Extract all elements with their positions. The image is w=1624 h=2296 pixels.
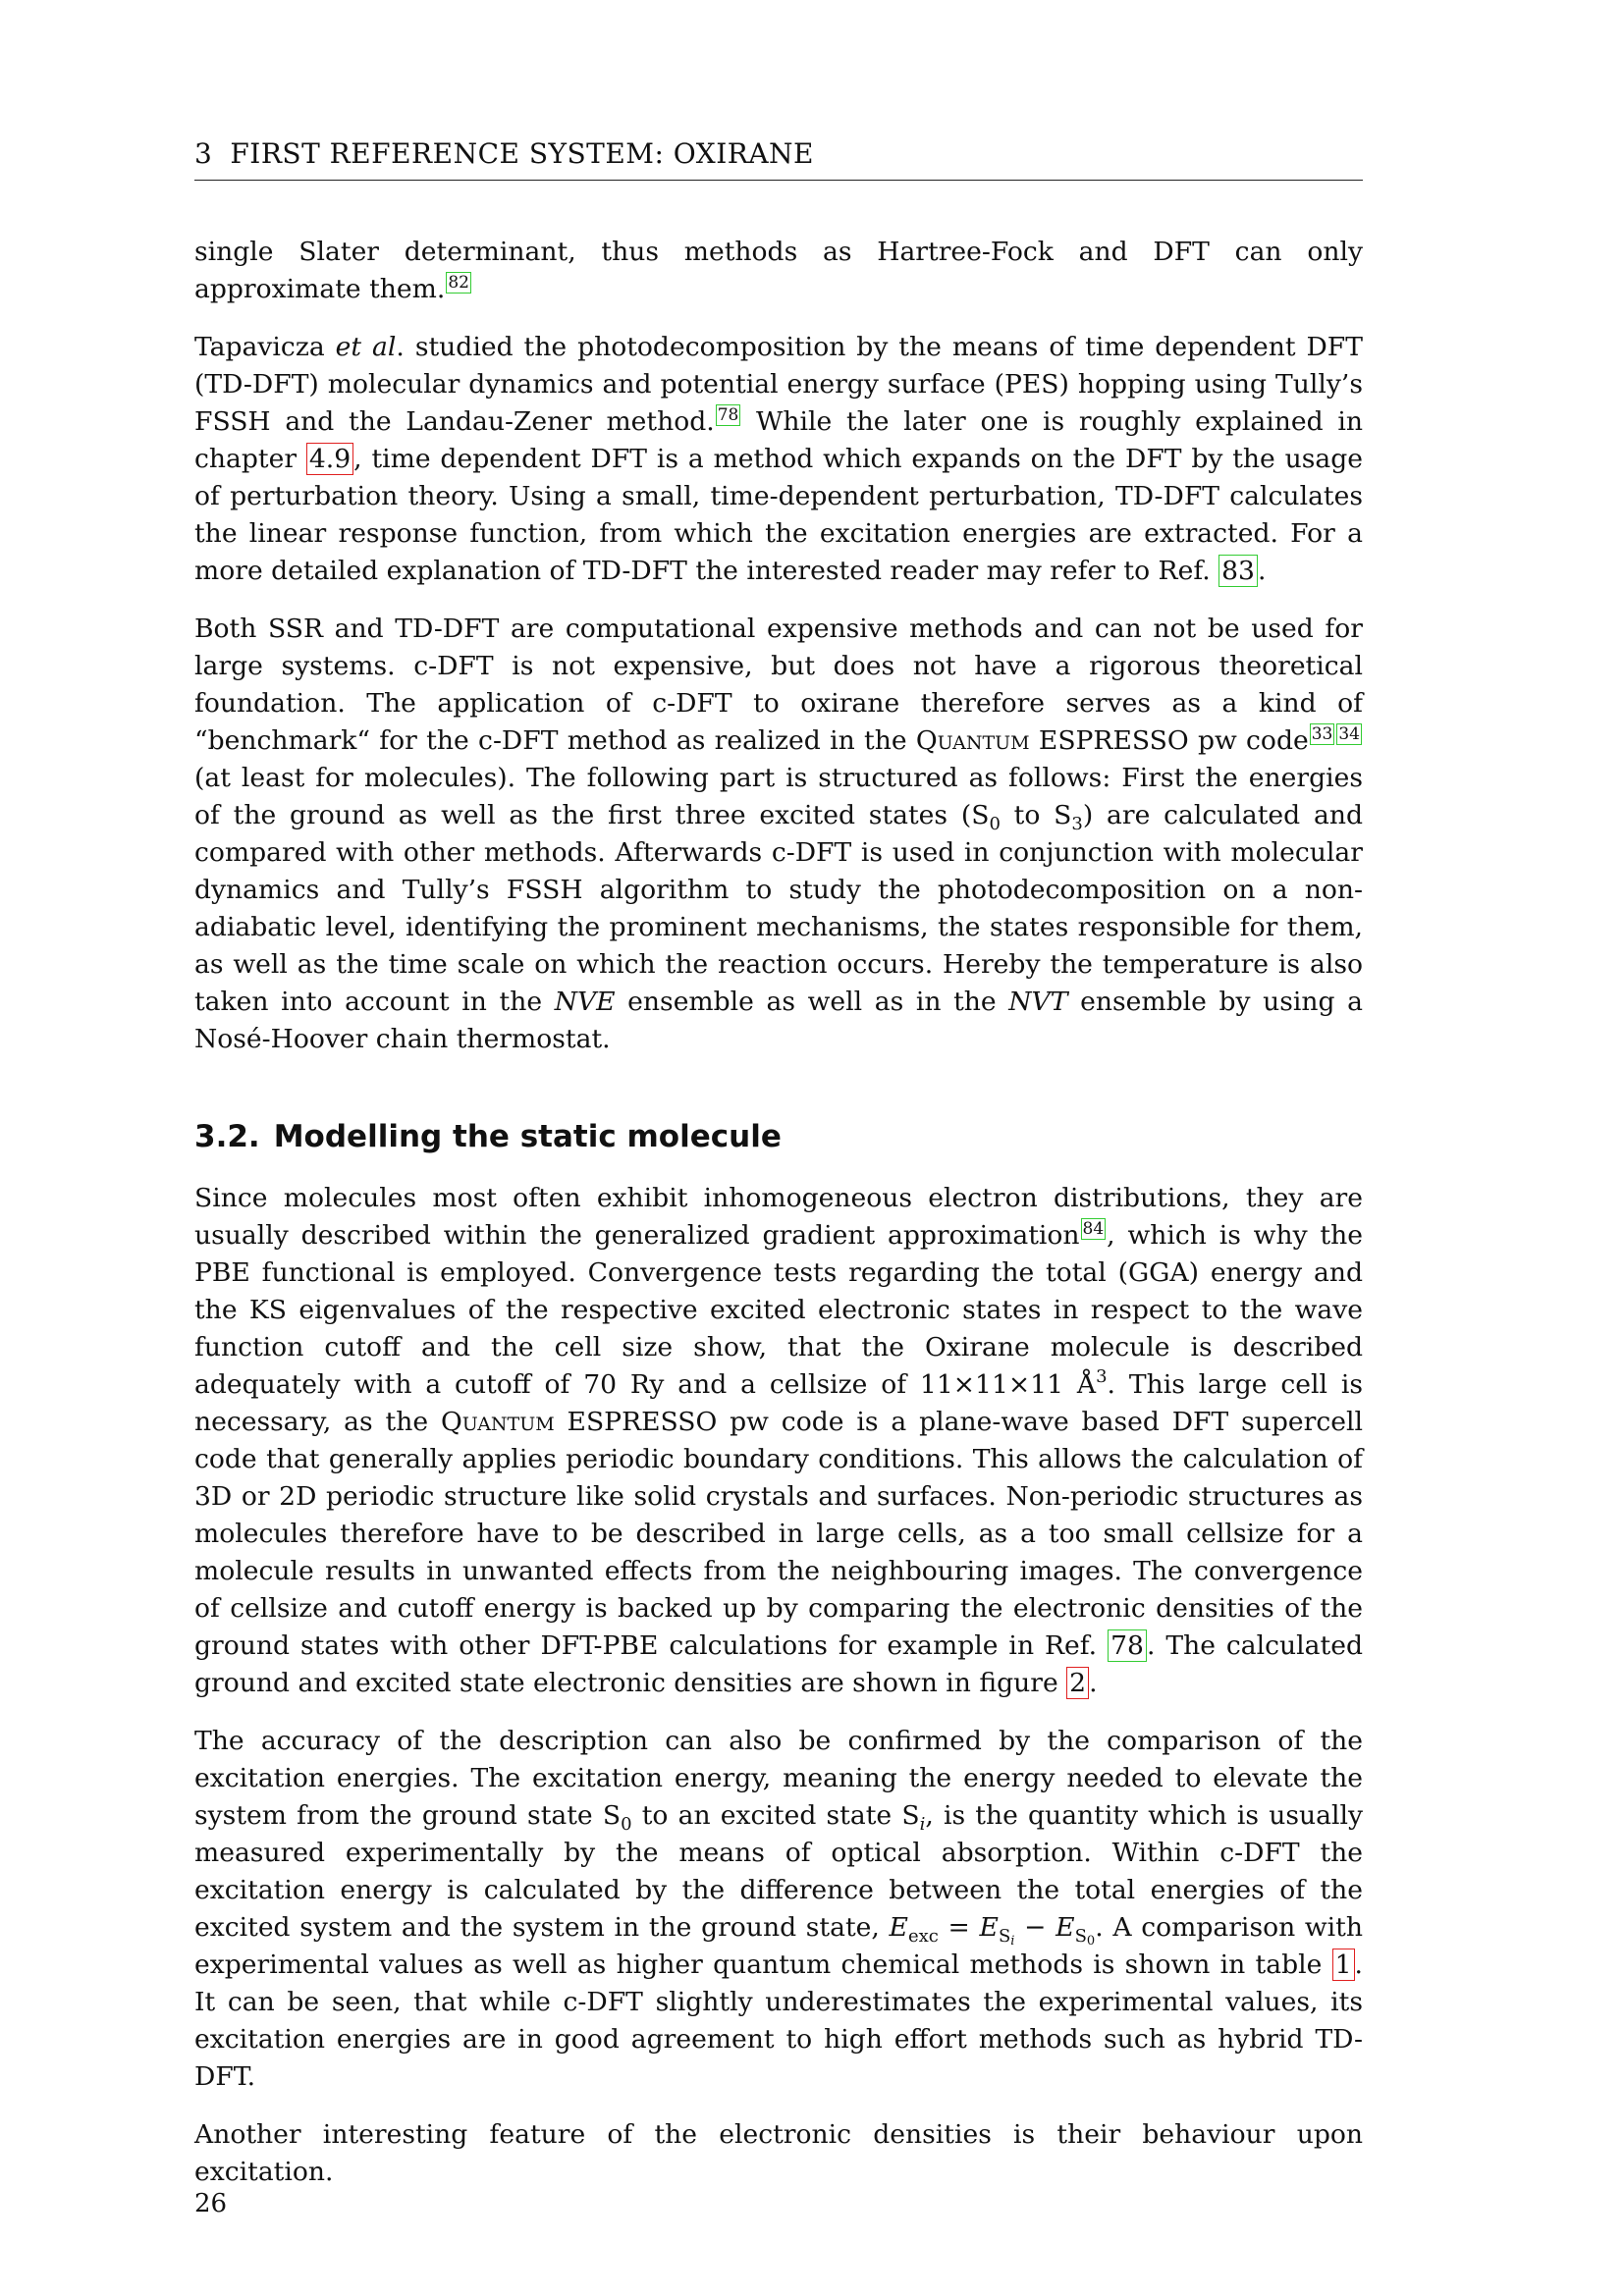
text-span: , which is why the PBE functional is employed. Convergence tests regarding the total (GGA) energy and the KS eigenvalues of the respective excited electronic states in respect to the wave function cutoff and the cell size show, that the Oxirane molecule is described adequately with a cutoff of 70 Ry and a cellsize of 11×11×11 Å: [194, 1220, 1363, 1400]
text-span: ESPRESSO pw code: [1029, 725, 1309, 756]
subscript: i: [919, 1814, 926, 1835]
citation-link[interactable]: 78: [717, 405, 739, 425]
math-symbol: E: [889, 1912, 908, 1943]
text-span: .: [1089, 1668, 1098, 1698]
citation-link[interactable]: 34: [1338, 724, 1360, 744]
section-title: Modelling the static molecule: [273, 1119, 782, 1154]
text-span: ) are calculated and compared with other methods. Afterwards c-DFT is used in conjunction with molecular dynamics and Tully’s FSSH algorithm to study the photodecomposition on a non-adiabatic level, identifying the prominent mechanisms, the states responsible for them, as well as the time scale on which the reaction occurs. Hereby the temperature is also taken into account in the: [194, 800, 1363, 1017]
table-reference-link[interactable]: 1: [1332, 1949, 1355, 1981]
paragraph-2: [194, 329, 1363, 590]
math-symbol: NVT: [1008, 987, 1068, 1017]
running-header: [194, 137, 1363, 181]
text-span: . This large cell is necessary, as the: [194, 1369, 1364, 1437]
text-span: Quantum: [440, 1407, 555, 1437]
subscript: S: [998, 1926, 1011, 1947]
math-symbol: E: [979, 1912, 999, 1943]
text-span: The accuracy of the description can also be confirmed by the comparison of the excitation energies. The excitation energy, meaning the energy needed to elevate the system from the ground state S: [194, 1726, 1363, 1831]
subscript: 0: [989, 814, 1001, 834]
text-span: While the later one is roughly explained in chapter: [194, 406, 1363, 474]
text-span: Quantum: [915, 725, 1030, 756]
paragraph-6: [194, 2116, 1363, 2191]
text-span: (at least for molecules). The following part is structured as follows: First the energies of the ground as well as the first three excited states (S: [194, 763, 1363, 830]
chapter-number: 3: [194, 137, 213, 170]
text-span: single Slater determinant, thus methods as Hartree-Fock and DFT can only approximate them.: [194, 237, 1363, 304]
paragraph-3: [194, 611, 1363, 1058]
citation-link[interactable]: 78: [1108, 1629, 1147, 1662]
paragraph-5: [194, 1723, 1363, 2096]
citation-link[interactable]: 84: [1082, 1219, 1105, 1239]
section-number: 3.2.: [194, 1119, 260, 1154]
subscript: 3: [1071, 814, 1083, 834]
page-number: 26: [194, 2189, 228, 2218]
figure-reference-link[interactable]: 2: [1066, 1667, 1089, 1699]
chapter-title: FIRST REFERENCE SYSTEM: OXIRANE: [230, 137, 814, 170]
chapter-reference-link[interactable]: 4.9: [306, 443, 353, 475]
text-span: to an excited state S: [631, 1800, 920, 1831]
math-symbol: E: [1056, 1912, 1075, 1943]
text-span: . It can be seen, that while c-DFT slightly underestimates the experimental values, its excitation energies are in good agreement to high effort methods such as hybrid TD-DFT.: [194, 1949, 1363, 2092]
text-span: ensemble by using a Nosé-Hoover chain thermostat.: [194, 987, 1364, 1054]
text-span: Since molecules most often exhibit inhomogeneous electron distributions, they are usually described within the generalized gradient approximation: [194, 1183, 1363, 1251]
subscript: 0: [621, 1814, 632, 1835]
subscript: exc: [907, 1926, 939, 1947]
citation-link[interactable]: 82: [448, 273, 469, 293]
text-span: ESPRESSO pw code is a plane-wave based DFT supercell code that generally applies periodic boundary conditions. This allows the calculation of 3D or 2D periodic structure like solid crystals and surfaces. Non-periodic structures as molecules therefore have to be described in large cells, as a too small cellsize for a molecule results in unwanted effects from the neighbouring images. The convergence of cellsize and cutoff energy is backed up by comparing the electronic densities of the ground states with other DFT-PBE calculations for example in Ref.: [194, 1407, 1363, 1661]
text-span: . The calculated ground and excited state electronic densities are shown in figure: [194, 1630, 1363, 1698]
text-span: . studied the photodecomposition by the means of time dependent DFT (TD-DFT) molecular dynamics and potential energy surface (PES) hopping using Tully’s FSSH and the Landau-Zener method.: [194, 332, 1363, 437]
text-span: . A comparison with experimental values as well as higher quantum chemical methods is shown in table: [194, 1912, 1363, 1980]
text-span: et al: [335, 332, 397, 362]
paragraph-1: [194, 234, 1363, 308]
subscript: S: [1074, 1926, 1087, 1947]
text-span: Both SSR and TD-DFT are computational expensive methods and can not be used for large systems. c-DFT is not expensive, but does not have a rigorous theoretical foundation. The application of c-DFT to oxirane therefore serves as a kind of “benchmark“ for the c-DFT method as realized in the: [194, 614, 1363, 756]
text-span: Tapavicza: [194, 332, 336, 362]
text-span: Another interesting feature of the electronic densities is their behaviour upon excitation.: [194, 2119, 1363, 2187]
math-operator: =: [938, 1912, 980, 1943]
subscript: 0: [1086, 1934, 1096, 1949]
text-span: ensemble as well as in the: [615, 987, 1009, 1017]
superscript: 3: [1096, 1366, 1108, 1387]
citation-link[interactable]: 33: [1311, 724, 1333, 744]
paragraph-4: [194, 1180, 1363, 1702]
text-span: to S: [1000, 800, 1072, 830]
text-span: .: [1257, 556, 1267, 586]
section-heading: [194, 1117, 1363, 1156]
citation-link[interactable]: 83: [1218, 555, 1258, 587]
text-span: , is the quantity which is usually measured experimentally by the means of optical absorption. Within c-DFT the excitation energy is calculated by the difference between the total energies of the excited system and the system in the ground state,: [194, 1800, 1363, 1943]
subscript: i: [1010, 1934, 1015, 1949]
main-text: [194, 234, 1363, 2212]
text-span: , time dependent DFT is a method which expands on the DFT by the usage of perturbation theory. Using a small, time-dependent perturbation, TD-DFT calculates the linear response function, from which the excitation energies are extracted. For a more detailed explanation of TD-DFT the interested reader may refer to Ref.: [194, 444, 1363, 586]
math-operator: −: [1014, 1912, 1056, 1943]
math-symbol: NVE: [554, 987, 616, 1017]
